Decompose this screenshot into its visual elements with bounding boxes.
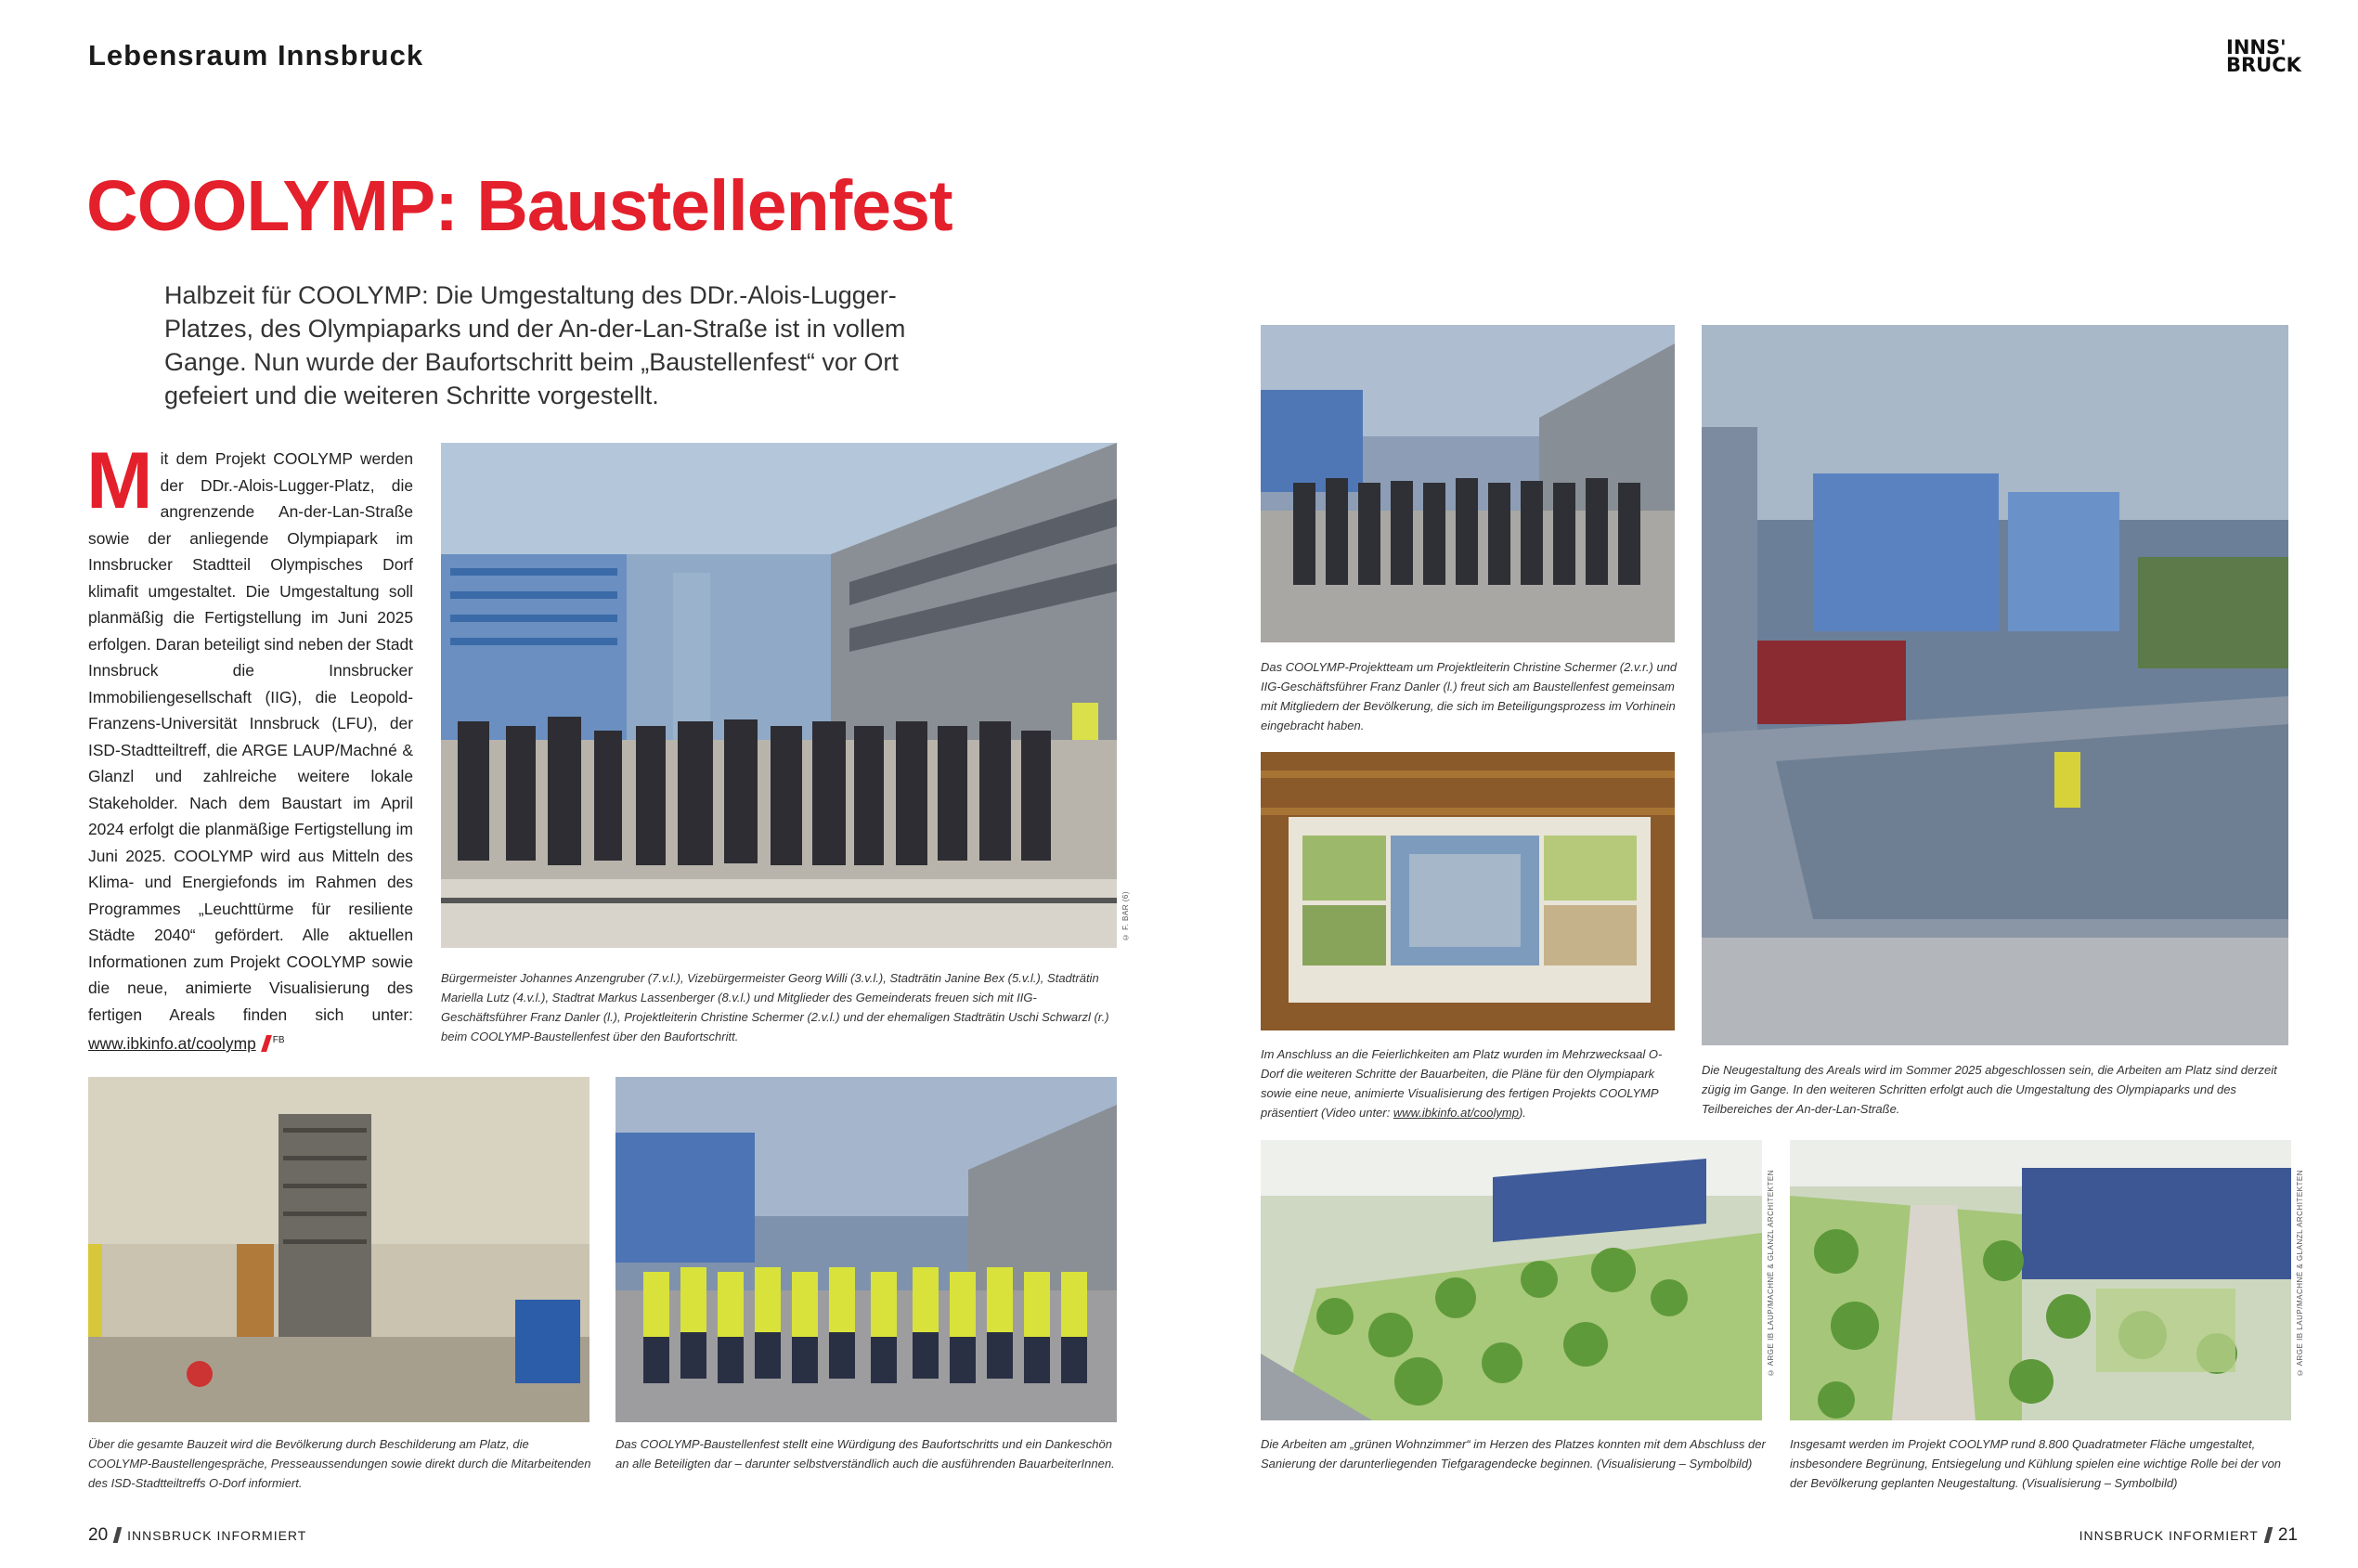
- photo-credit: © F. BAR (6): [1121, 891, 1130, 942]
- coolymp-link[interactable]: www.ibkinfo.at/coolymp: [88, 1033, 256, 1053]
- publication-name-left: INNSBRUCK INFORMIERT: [127, 1528, 307, 1543]
- presentation-board-photo: [1261, 752, 1675, 1030]
- publication-name-right: INNSBRUCK INFORMIERT: [2079, 1528, 2259, 1543]
- aerial-photo-caption: Die Neugestaltung des Areals wird im Sommer 2025 abgeschlossen sein, die Arbeiten am Platz sind derzeit zügig im Gange. In den weiteren Schritten erfolgt auch die Umgestaltung des Olympiaparks und des Teilbereiches der An-der-Lan-Straße.: [1702, 1063, 2277, 1116]
- footer-slash-icon: [113, 1527, 123, 1543]
- tower-photo: [88, 1077, 590, 1422]
- visualization-credit-2: © ARGE IB LAUP/MACHNÉ & GLANZL ARCHITEKTEN: [2296, 1170, 2304, 1378]
- team-photo: [1261, 325, 1675, 642]
- drop-cap: M: [86, 436, 153, 525]
- logo-line-2: BRUCK: [2226, 54, 2301, 76]
- body-text: it dem Projekt COOLYMP werden der DDr.-Alois-Lugger-Platz, die angrenzende An-der-Lan-Straße sowie der anliegende Olympiapark im Innsbrucker Stadtteil Olympisches Dorf klimafit umgestaltet. Die Umgestaltung soll planmäßig die Fertigstellung im Juni 2025 erfolgen. Daran beteiligt sind neben der Stadt Innsbruck die Innsbrucker Immobiliengesellschaft (IIG), die Leopold-Franzens-Universität Innsbruck (LFU), der ISD-Stadtteiltreff, die ARGE LAUP/Machné & Glanzl und zahlreiche weitere lokale Stakeholder. Nach dem Baustart im April 2024 erfolgt die planmäßige Fertigstellung im Juni 2025. COOLYMP wird aus Mitteln des Klima- und Energiefonds im Rahmen des Programmes „Leuchttürme für resiliente Städte 2040“ gefördert. Alle aktuellen Informationen zum Projekt COOLYMP sowie die neue, animierte Visualisierung des fertigen Areals finden sich unter:: [88, 449, 413, 1024]
- visualization-1-caption: Die Arbeiten am „grünen Wohnzimmer“ im Herzen des Platzes konnten mit dem Abschluss der Sanierung der darunterliegenden Tiefgaragendecke beginnen. (Visualisierung – Symbolbild): [1261, 1437, 1766, 1471]
- slash-icon: [261, 1035, 272, 1052]
- page-number-left: 20: [88, 1525, 109, 1545]
- footer-right: [2079, 1525, 2298, 1546]
- aerial-site-photo: [1702, 325, 2288, 1045]
- article-lead: Halbzeit für COOLYMP: Die Umgestaltung des DDr.-Alois-Lugger-Platzes, des Olympiaparks und der An-der-Lan-Straße ist in vollem Gange. Nun wurde der Baufortschritt beim „Baustellenfest“ vor Ort gefeiert und die weiteren Schritte vorgestellt.: [164, 281, 906, 409]
- logo-line-1: INNS': [2226, 36, 2287, 58]
- board-caption-link[interactable]: www.ibkinfo.at/coolymp: [1393, 1106, 1519, 1120]
- visualization-photo-1: [1261, 1140, 1762, 1420]
- board-photo-caption: [1261, 1044, 1678, 1122]
- workers-photo: [615, 1077, 1117, 1422]
- innsbruck-logo: [2226, 36, 2301, 76]
- visualization-photo-2: [1790, 1140, 2291, 1420]
- workers-photo-caption: Das COOLYMP-Baustellenfest stellt eine Würdigung des Baufortschritts und ein Dankeschön an alle Beteiligten dar – darunter selbstverständlich auch die ausführenden BauarbeiterInnen.: [615, 1437, 1115, 1471]
- page-number-right: 21: [2277, 1525, 2298, 1545]
- article-title: COOLYMP: Baustellenfest: [86, 166, 952, 246]
- group-photo: [441, 443, 1117, 948]
- visualization-credit-1: © ARGE IB LAUP/MACHNÉ & GLANZL ARCHITEKTEN: [1767, 1170, 1775, 1378]
- tower-photo-caption: Über die gesamte Bauzeit wird die Bevölkerung durch Beschilderung am Platz, die COOLYMP-Baustellengespräche, Presseaussendungen sowie direkt durch die Mitarbeitenden des ISD-Stadtteiltreffs O-Dorf informiert.: [88, 1437, 591, 1490]
- article-body: [86, 436, 413, 1056]
- team-photo-caption: Das COOLYMP-Projektteam um Projektleiterin Christine Schermer (2.v.r.) und IIG-Geschäftsführer Franz Danler (l.) freut sich am Baustellenfest gemeinsam mit Mitgliedern der Bevölkerung, die sich im Beteiligungsprozess im Vorhinein eingebracht haben.: [1261, 660, 1678, 732]
- main-photo-caption: Bürgermeister Johannes Anzengruber (7.v.l.), Vizebürgermeister Georg Willi (3.v.l.), Stadträtin Janine Bex (5.v.l.), Stadträtin Mariella Lutz (4.v.l.), Stadtrat Markus Lassenberger (8.v.l.) und Mitglieder des Gemeinderats freuen sich mit IIG-Geschäftsführer Franz Danler (l.), Projektleiterin Christine Schermer (2.v.l.) und der ehemaligen Stadträtin Uschi Schwarzl (r.) beim COOLYMP-Baustellenfest über den Baufortschritt.: [441, 971, 1109, 1043]
- author-initials: FB: [272, 1035, 285, 1045]
- section-title: Lebensraum Innsbruck: [88, 39, 424, 71]
- board-caption-text: Im Anschluss an die Feierlichkeiten am Platz wurden im Mehrzwecksaal O-Dorf die weiteren Schritte der Bauarbeiten, die Pläne für den Olympiapark sowie eine neue, animierte Visualisierung des fertigen Projekts COOLYMP präsentiert (Video unter:: [1261, 1047, 1663, 1120]
- board-caption-end: ).: [1518, 1106, 1526, 1120]
- footer-left: [88, 1525, 306, 1546]
- footer-slash-icon: [2264, 1527, 2274, 1543]
- visualization-2-caption: Insgesamt werden im Projekt COOLYMP rund 8.800 Quadratmeter Fläche umgestaltet, insbesondere Begrünung, Entsiegelung und Kühlung spielen eine wichtige Rolle bei der von der Bevölkerung geplanten Neugestaltung. (Visualisierung – Symbolbild): [1790, 1437, 2282, 1490]
